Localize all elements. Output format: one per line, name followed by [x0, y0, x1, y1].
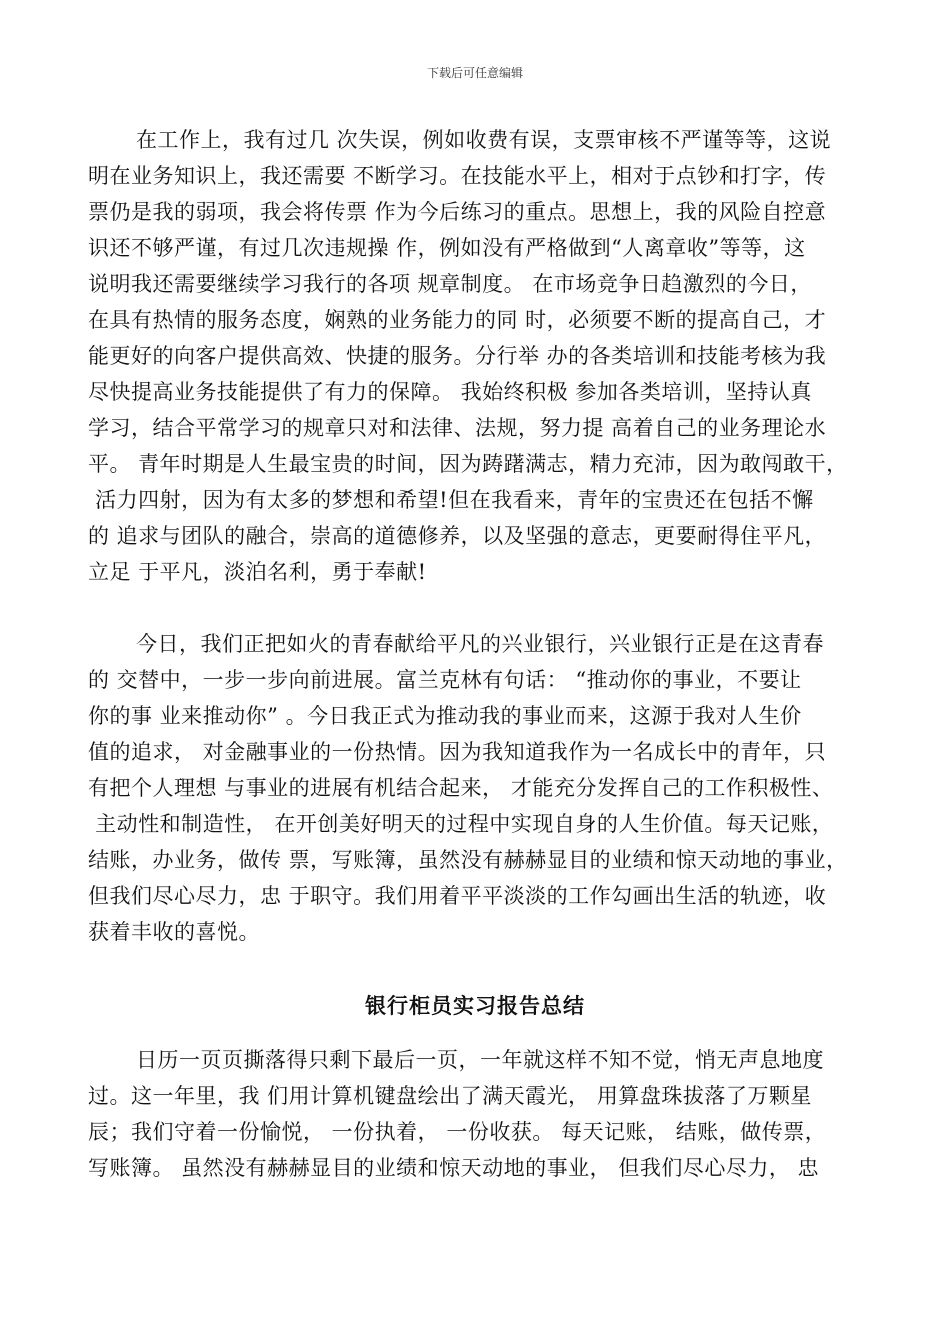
text-line: 过。这一年里，我 们用计算机键盘绘出了满天霞光， 用算盘珠拔落了万颗星: [88, 1084, 812, 1108]
text-line: 立足 于平凡，淡泊名利，勇于奉献!: [88, 560, 427, 584]
text-line: 的 追求与团队的融合，崇高的道德修养，以及坚强的意志，更要耐得住平凡，: [88, 524, 827, 548]
text-line: 学习，结合平常学习的规章只对和法律、法规，努力提 高着自己的业务理论水: [88, 416, 827, 440]
text-line: 获着丰收的喜悦。: [88, 920, 260, 944]
text-line: 在工作上，我有过几 次失误，例如收费有误，支票审核不严谨等等，这说: [136, 128, 832, 152]
text-line: 今日，我们正把如火的青春献给平凡的兴业银行，兴业银行正是在这青春: [136, 632, 824, 656]
text-line: 有把个人理想 与事业的进展有机结合起来， 才能充分发挥自己的工作积极性、: [88, 776, 834, 800]
text-line: 明在业务知识上，我还需要 不断学习。在技能水平上，相对于点钞和打字，传: [88, 164, 827, 188]
text-line: 能更好的向客户提供高效、快捷的服务。分行举 办的各类培训和技能考核为我: [88, 344, 827, 368]
text-line: 辰；我们守着一份愉悦， 一份执着， 一份收获。 每天记账， 结账，做传票，: [88, 1120, 827, 1144]
text-line: 值的追求， 对金融事业的一份热情。因为我知道我作为一名成长中的青年，只: [88, 740, 827, 764]
text-line: 的 交替中，一步一步向前进展。富兰克林有句话： “推动你的事业，不要让: [88, 668, 802, 692]
text-line: 写账簿。 虽然没有赫赫显目的业绩和惊天动地的事业， 但我们尽心尽力， 忠: [88, 1156, 820, 1180]
header-note: 下载后可任意编辑: [426, 66, 523, 80]
text-line: 尽快提高业务技能提供了有力的保障。 我始终积极 参加各类培训，坚持认真: [88, 380, 812, 404]
text-line: 你的事 业来推动你” 。今日我正式为推动我的事业而来，这源于我对人生价: [88, 704, 802, 728]
section-title: 银行柜员实习报告总结: [365, 993, 585, 1018]
text-line: 说明我还需要继续学习我行的各项 规章制度。 在市场竞争日趋激烈的今日，: [88, 272, 812, 296]
text-line: 结账，办业务，做传 票，写账簿，虽然没有赫赫显目的业绩和惊天动地的事业，: [88, 848, 848, 872]
text-line: 平。 青年时期是人生最宝贵的时间，因为踌躇满志，精力充沛，因为敢闯敢干，: [88, 452, 848, 476]
text-line: 活力四射，因为有太多的梦想和希望!但在我看来，青年的宝贵还在包括不懈: [88, 488, 814, 512]
text-line: 票仍是我的弱项，我会将传票 作为今后练习的重点。思想上，我的风险自控意: [88, 200, 827, 224]
text-line: 但我们尽心尽力，忠 于职守。我们用着平平淡淡的工作勾画出生活的轨迹，收: [88, 884, 827, 908]
text-line: 主动性和制造性， 在开创美好明天的过程中实现自身的人生价值。每天记账，: [88, 812, 834, 836]
text-line: 识还不够严谨，有过几次违规操 作，例如没有严格做到“人离章收”等等，这: [88, 236, 806, 260]
text-line: 日历一页页撕落得只剩下最后一页，一年就这样不知不觉，悄无声息地度: [136, 1048, 824, 1072]
text-line: 在具有热情的服务态度，娴熟的业务能力的同 时，必须要不断的提高自己，才: [88, 308, 827, 332]
